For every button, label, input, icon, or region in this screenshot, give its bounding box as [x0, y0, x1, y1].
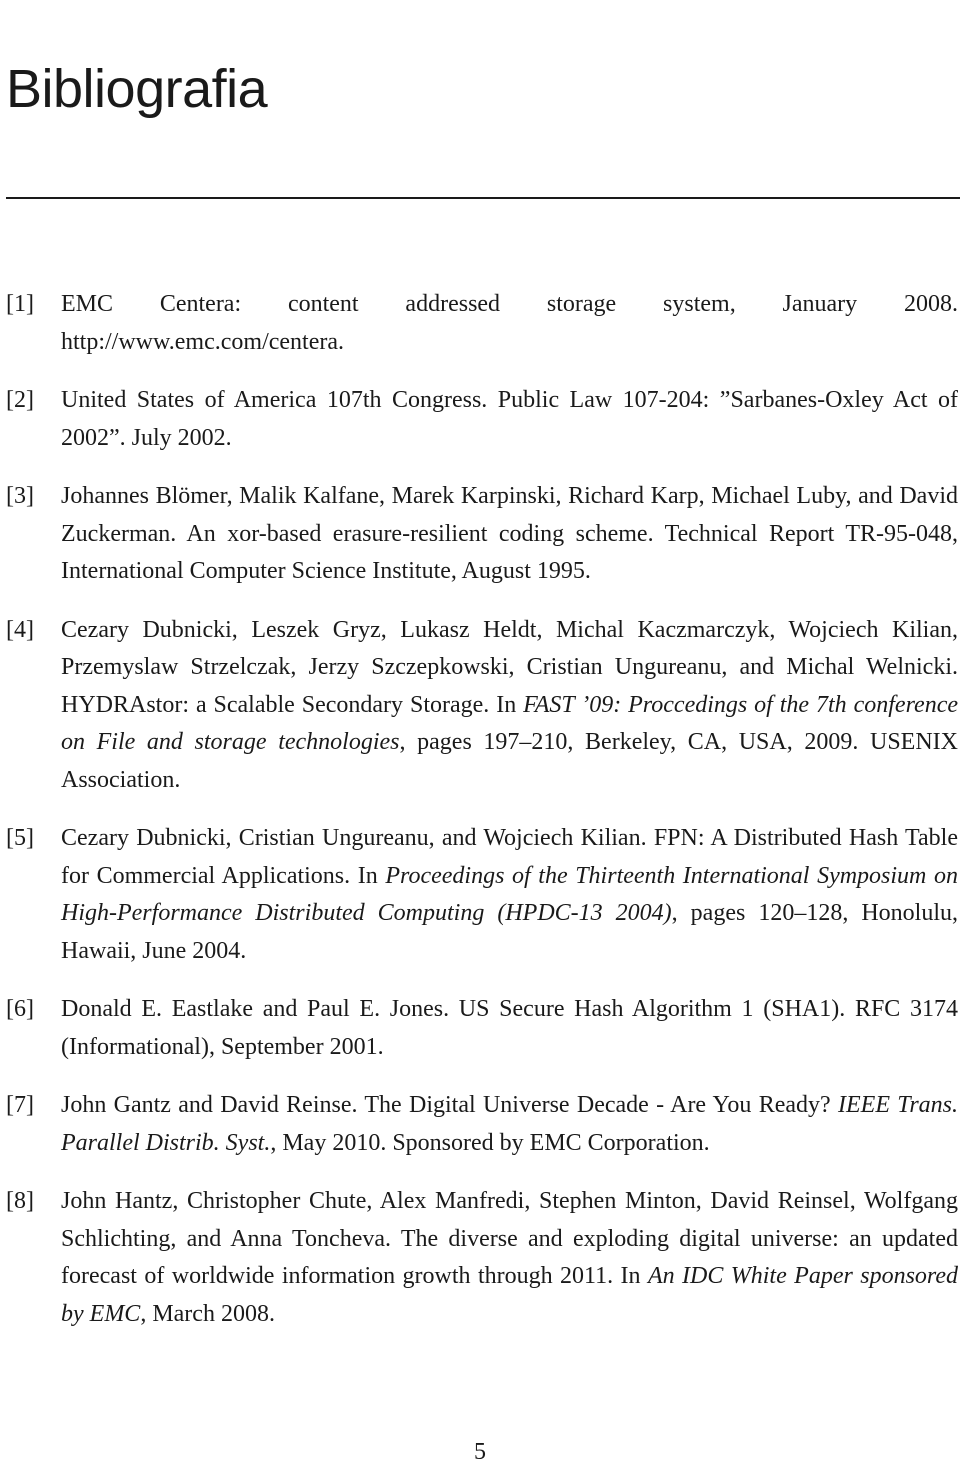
reference-number: [8]	[6, 1188, 34, 1214]
reference-number: [5]	[6, 825, 34, 851]
reference-venue: An IDC White Paper sponsored by EMC	[61, 1263, 959, 1327]
reference-segment: John Hantz, Christopher Chute, Alex Manfredi, Stephen Minton, David Reinsel, Wolfgang Schlichting, and Anna Toncheva. The diverse and exploding digital universe: an updated forecast of worldwide information growth through 2011. In	[61, 1188, 958, 1289]
reference-entry	[6, 382, 958, 457]
reference-text	[61, 996, 958, 1060]
page-number: 5	[474, 1439, 486, 1465]
reference-venue: FAST ’09: Proccedings of the 7th conference on File and storage technologies	[61, 691, 958, 755]
reference-number: [1]	[6, 291, 34, 317]
reference-segment: Donald E. Eastlake and Paul E. Jones. US Secure Hash Algorithm 1 (SHA1). RFC 3174 (Informational), September 2001.	[61, 996, 958, 1060]
reference-text	[61, 617, 958, 793]
reference-segment: , March 2008.	[140, 1300, 275, 1327]
reference-venue: Proceedings of the Thirteenth International Symposium on High-Performance Distributed Computing (HPDC-13 2004)	[61, 862, 958, 926]
reference-number: [4]	[6, 616, 34, 643]
reference-number: [7]	[6, 1092, 34, 1118]
reference-entry	[6, 820, 958, 970]
reference-entry	[6, 286, 958, 361]
reference-venue: IEEE Trans. Parallel Distrib. Syst.	[61, 1092, 958, 1156]
reference-segment: EMC Centera: content addressed storage system, January 2008. http://www.emc.com/centera.	[61, 291, 958, 355]
reference-segment: , pages 197–210, Berkeley, CA, USA, 2009. USENIX Association.	[61, 729, 959, 793]
title-divider	[6, 197, 960, 199]
reference-text	[61, 1188, 958, 1327]
reference-segment: , May 2010. Sponsored by EMC Corporation.	[270, 1129, 710, 1156]
reference-text	[61, 825, 958, 964]
reference-text	[61, 483, 958, 584]
reference-segment: , pages 120–128, Honolulu, Hawaii, June 2004.	[61, 900, 959, 964]
reference-entry	[6, 478, 958, 591]
reference-segment: Cezary Dubnicki, Leszek Gryz, Lukasz Heldt, Michal Kaczmarczyk, Wojciech Kilian, Przemyslaw Strzelczak, Jerzy Szczepkowski, Cristian Ungureanu, and Michal Welnicki. HYDRAstor: a Scalable Secondary Storage. In	[61, 616, 958, 718]
bibliography-list	[6, 286, 958, 1354]
reference-text	[61, 387, 958, 451]
reference-segment: United States of America 107th Congress. Public Law 107-204: ”Sarbanes-Oxley Act of 2002”. July 2002.	[61, 387, 958, 451]
reference-text	[61, 1092, 958, 1156]
reference-number: [2]	[6, 387, 34, 413]
reference-text	[61, 291, 958, 355]
reference-entry	[6, 1087, 958, 1162]
reference-entry	[6, 612, 958, 800]
reference-segment: John Gantz and David Reinse. The Digital Universe Decade - Are You Ready?	[61, 1092, 839, 1118]
reference-segment: Johannes Blömer, Malik Kalfane, Marek Karpinski, Richard Karp, Michael Luby, and David Zuckerman. An xor-based erasure-resilient coding scheme. Technical Report TR-95-048, International Computer Science Institute, August 1995.	[61, 483, 958, 584]
page-title: Bibliografia	[6, 59, 268, 119]
reference-entry	[6, 1183, 958, 1333]
reference-entry	[6, 991, 958, 1066]
reference-segment: Cezary Dubnicki, Cristian Ungureanu, and Wojciech Kilian. FPN: A Distributed Hash Table for Commercial Applications. In	[61, 825, 958, 889]
reference-number: [6]	[6, 996, 34, 1022]
reference-number: [3]	[6, 483, 34, 509]
